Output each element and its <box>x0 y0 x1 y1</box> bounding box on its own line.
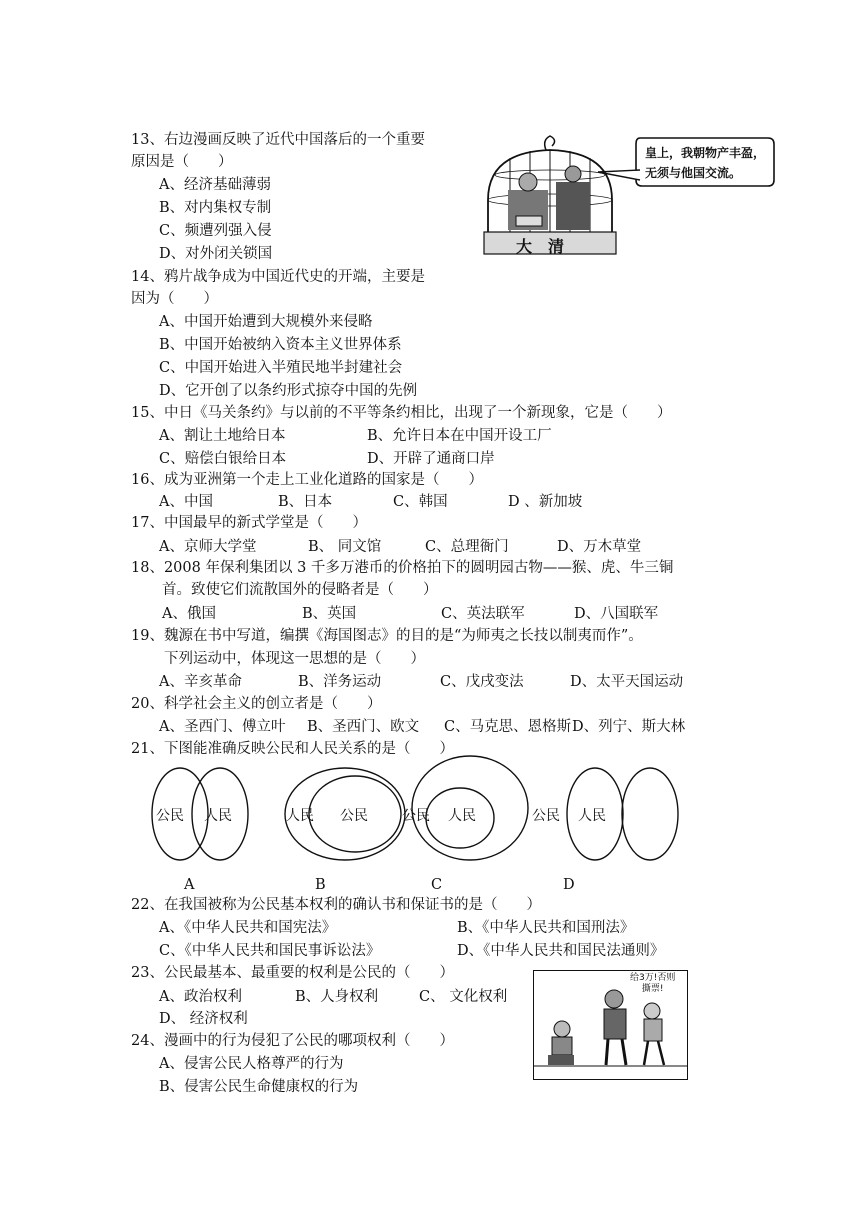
q21-stem: 21、下图能准确反映公民和人民关系的是（ ） <box>131 741 454 757</box>
q18-option-c: C、英法联军 <box>441 606 525 622</box>
q13-option-c: C、频遭列强入侵 <box>159 223 272 239</box>
q23-option-d: D、 经济权利 <box>159 1011 248 1027</box>
q14-stem-line1: 14、鸦片战争成为中国近代史的开端，主要是 <box>131 269 425 285</box>
q13-stem-line2: 原因是（ ） <box>131 154 233 170</box>
diagram-a <box>152 768 248 860</box>
q23-stem: 23、公民最基本、最重要的权利是公民的（ ） <box>131 965 454 981</box>
q21-letter-b: B <box>315 877 326 893</box>
q15-stem: 15、中日《马关条约》与以前的不平等条约相比，出现了一个新现象，它是（ ） <box>131 405 672 421</box>
q23-option-c: C、 文化权利 <box>419 989 508 1005</box>
q18-stem-line1: 18、2008 年保利集团以 3 千多万港币的价格拍下的圆明园古物——猴、虎、牛三铜 <box>131 560 674 576</box>
diagram-d-left-label: 公民 <box>532 808 560 824</box>
diagram-b <box>285 768 405 860</box>
q17-option-d: D、万木草堂 <box>557 539 642 555</box>
venn-diagrams <box>140 752 700 862</box>
diagram-b-right-label: 公民 <box>340 808 368 824</box>
q22-option-a: A、《中华人民共和国宪法》 <box>159 920 337 936</box>
q15-option-c: C、赔偿白银给日本 <box>159 451 287 467</box>
cartoon-caption <box>630 973 675 995</box>
q14-option-a: A、中国开始遭到大规模外来侵略 <box>159 314 373 330</box>
q18-option-a: A、俄国 <box>162 606 216 622</box>
q13-option-b: B、对内集权专制 <box>159 200 272 216</box>
q19-option-b: B、洋务运动 <box>298 674 382 690</box>
q16-option-b: B、日本 <box>278 494 333 510</box>
q23-option-b: B、人身权利 <box>295 989 379 1005</box>
caption-line-2: 撕票! <box>641 984 664 994</box>
q16-option-d: D 、新加坡 <box>508 494 583 510</box>
diagram-c-left-label: 公民 <box>402 808 430 824</box>
closed-door-cartoon <box>480 130 790 260</box>
diagram-c <box>402 756 528 860</box>
q17-option-a: A、京师大学堂 <box>159 539 257 555</box>
q14-stem-line2: 因为（ ） <box>131 291 218 307</box>
q20-stem: 20、科学社会主义的创立者是（ ） <box>131 696 382 712</box>
q21-letter-c: C <box>431 877 443 893</box>
q17-stem: 17、中国最早的新式学堂是（ ） <box>131 515 367 531</box>
q18-option-b: B、英国 <box>302 606 357 622</box>
caption-line-1: 给3万!否则 <box>630 973 676 983</box>
speech-line-1: 皇上，我朝物产丰盈， <box>645 146 766 160</box>
q21-letter-d: D <box>563 877 575 893</box>
q15-option-d: D、开辟了通商口岸 <box>367 451 495 467</box>
q18-stem-line2: 首。致使它们流散国外的侵略者是（ ） <box>162 582 438 598</box>
q20-option-b: B、圣西门、欧文 <box>307 719 420 735</box>
diagram-d-right-circle <box>622 768 678 860</box>
q19-stem-line2: 下列运动中，体现这一思想的是（ ） <box>164 651 425 667</box>
q16-option-c: C、韩国 <box>393 494 448 510</box>
diagram-a-right-label: 人民 <box>204 808 232 824</box>
q19-option-c: C、戊戌变法 <box>440 674 524 690</box>
q14-option-b: B、中国开始被纳入资本主义世界体系 <box>159 337 402 353</box>
q18-option-d: D、八国联军 <box>574 606 659 622</box>
q20-option-c: C、马克思、恩格斯 <box>444 719 572 735</box>
cartoon-speech-text <box>645 143 765 183</box>
q22-option-d: D、《中华人民共和国民法通则》 <box>457 943 665 959</box>
q19-stem-line1: 19、魏源在书中写道，编撰《海国图志》的目的是“为师夷之长技以制夷而作”。 <box>131 628 643 644</box>
q23-option-a: A、政治权利 <box>159 989 242 1005</box>
q24-option-a: A、侵害公民人格尊严的行为 <box>159 1056 344 1072</box>
diagram-a-left-label: 公民 <box>156 808 184 824</box>
q14-option-d: D、它开创了以条约形式掠夺中国的先例 <box>159 383 418 399</box>
q17-option-b: B、 同文馆 <box>308 539 382 555</box>
q15-option-b: B、允许日本在中国开设工厂 <box>367 428 552 444</box>
q13-option-a: A、经济基础薄弱 <box>159 177 271 193</box>
q15-option-a: A、割让土地给日本 <box>159 428 286 444</box>
diagram-c-right-label: 人民 <box>448 808 476 824</box>
kidnap-cartoon <box>533 970 688 1080</box>
cage-label: 大 清 <box>516 237 565 256</box>
q17-option-c: C、总理衙门 <box>425 539 509 555</box>
q24-option-b: B、侵害公民生命健康权的行为 <box>159 1079 359 1095</box>
q16-stem: 16、成为亚洲第一个走上工业化道路的国家是（ ） <box>131 472 483 488</box>
diagram-b-left-label: 人民 <box>286 808 314 824</box>
q21-letter-a: A <box>184 877 195 893</box>
q22-stem: 22、在我国被称为公民基本权利的确认书和保证书的是（ ） <box>131 897 541 913</box>
q19-option-d: D、太平天国运动 <box>570 674 684 690</box>
q19-option-a: A、辛亥革命 <box>159 674 242 690</box>
speech-line-2: 无须与他国交流。 <box>645 166 742 180</box>
q20-option-d: D、列宁、斯大林 <box>572 719 686 735</box>
diagram-d <box>532 768 678 860</box>
diagram-d-right-label: 人民 <box>578 808 606 824</box>
q22-option-c: C、《中华人民共和国民事诉讼法》 <box>159 943 381 959</box>
q20-option-a: A、圣西门、傅立叶 <box>159 719 286 735</box>
q24-stem: 24、漫画中的行为侵犯了公民的哪项权利（ ） <box>131 1033 454 1049</box>
q13-option-d: D、对外闭关锁国 <box>159 246 273 262</box>
q14-option-c: C、中国开始进入半殖民地半封建社会 <box>159 360 403 376</box>
q22-option-b: B、《中华人民共和国刑法》 <box>457 920 635 936</box>
q16-option-a: A、中国 <box>159 494 213 510</box>
q13-stem-line1: 13、右边漫画反映了近代中国落后的一个重要 <box>131 132 425 148</box>
